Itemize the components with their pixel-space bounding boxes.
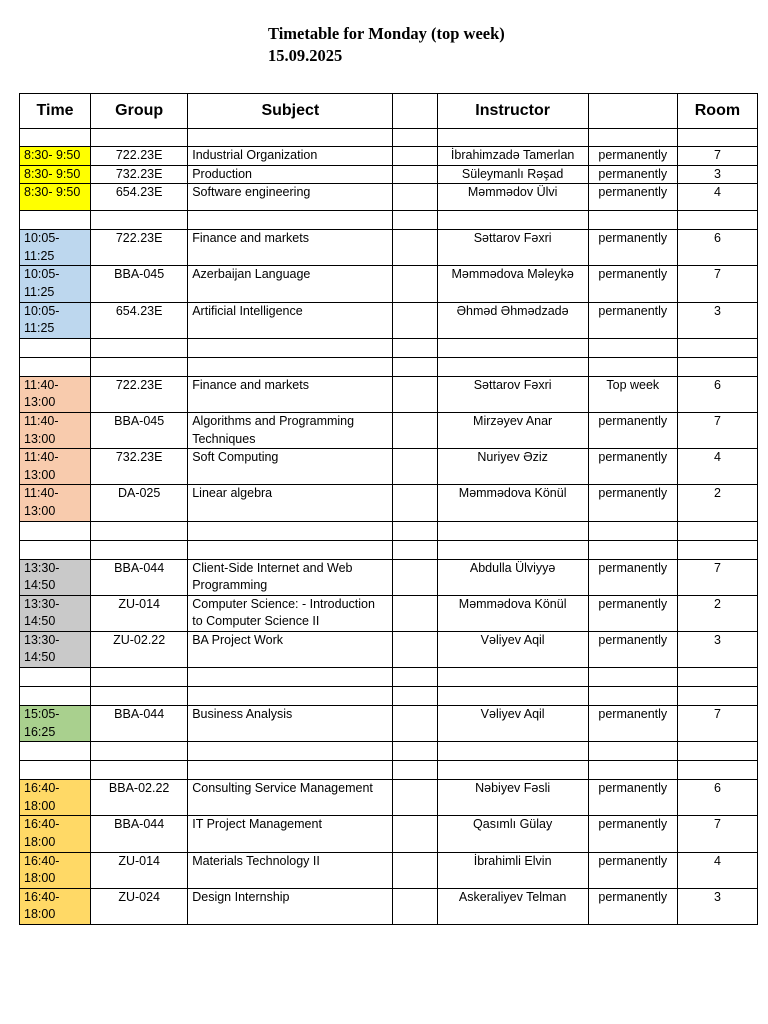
table-row bbox=[20, 631, 758, 667]
room-cell: 7 bbox=[677, 266, 757, 302]
header-group: Group bbox=[91, 94, 188, 129]
room-cell: 4 bbox=[677, 184, 757, 211]
time-cell: 8:30- 9:50 bbox=[20, 184, 91, 211]
group-cell: BBA-045 bbox=[91, 412, 188, 448]
instructor-cell: Səttarov Fəxri bbox=[437, 376, 588, 412]
group-cell: BBA-044 bbox=[91, 816, 188, 852]
group-cell: ZU-02.22 bbox=[91, 631, 188, 667]
room-cell: 3 bbox=[677, 302, 757, 338]
subject-cell: Algorithms and Programming Techniques bbox=[188, 412, 393, 448]
title-date: 15.09.2025 bbox=[268, 46, 343, 65]
room-cell: 6 bbox=[677, 376, 757, 412]
instructor-cell: Vəliyev Aqil bbox=[437, 706, 588, 742]
blank-cell bbox=[393, 816, 437, 852]
table-row bbox=[20, 230, 758, 266]
room-cell: 7 bbox=[677, 147, 757, 166]
table-row bbox=[20, 888, 758, 924]
blank-cell bbox=[393, 852, 437, 888]
table-row bbox=[20, 302, 758, 338]
status-cell: Top week bbox=[588, 376, 677, 412]
blank-cell bbox=[393, 376, 437, 412]
spacer-row bbox=[20, 742, 758, 761]
table-row bbox=[20, 449, 758, 485]
spacer-row bbox=[20, 357, 758, 376]
subject-cell: Artificial Intelligence bbox=[188, 302, 393, 338]
status-cell: permanently bbox=[588, 412, 677, 448]
group-cell: BBA-044 bbox=[91, 706, 188, 742]
room-cell: 3 bbox=[677, 165, 757, 184]
subject-cell: Consulting Service Management bbox=[188, 780, 393, 816]
table-row bbox=[20, 376, 758, 412]
group-cell: BBA-02.22 bbox=[91, 780, 188, 816]
room-cell: 4 bbox=[677, 449, 757, 485]
time-cell: 11:40- 13:00 bbox=[20, 485, 91, 521]
blank-cell bbox=[393, 888, 437, 924]
subject-cell: Soft Computing bbox=[188, 449, 393, 485]
subject-cell: Computer Science: - Introduction to Computer Science II bbox=[188, 595, 393, 631]
table-row bbox=[20, 559, 758, 595]
status-cell: permanently bbox=[588, 184, 677, 211]
room-cell: 7 bbox=[677, 706, 757, 742]
status-cell: permanently bbox=[588, 706, 677, 742]
blank-cell bbox=[393, 449, 437, 485]
subject-cell: Design Internship bbox=[188, 888, 393, 924]
table-row bbox=[20, 266, 758, 302]
blank-cell bbox=[393, 302, 437, 338]
table-row bbox=[20, 184, 758, 211]
time-cell: 16:40- 18:00 bbox=[20, 888, 91, 924]
group-cell: DA-025 bbox=[91, 485, 188, 521]
header-time: Time bbox=[20, 94, 91, 129]
instructor-cell: Qasımlı Gülay bbox=[437, 816, 588, 852]
header-room: Room bbox=[677, 94, 757, 129]
time-cell: 10:05- 11:25 bbox=[20, 230, 91, 266]
status-cell: permanently bbox=[588, 449, 677, 485]
blank-cell bbox=[393, 266, 437, 302]
subject-cell: Client-Side Internet and Web Programming bbox=[188, 559, 393, 595]
time-cell: 13:30- 14:50 bbox=[20, 595, 91, 631]
status-cell: permanently bbox=[588, 485, 677, 521]
group-cell: BBA-044 bbox=[91, 559, 188, 595]
group-cell: ZU-014 bbox=[91, 852, 188, 888]
table-row bbox=[20, 706, 758, 742]
spacer-row bbox=[20, 761, 758, 780]
blank-cell bbox=[393, 147, 437, 166]
instructor-cell: Nuriyev Əziz bbox=[437, 449, 588, 485]
instructor-cell: Vəliyev Aqil bbox=[437, 631, 588, 667]
time-cell: 8:30- 9:50 bbox=[20, 147, 91, 166]
instructor-cell: Məmmədova Könül bbox=[437, 485, 588, 521]
table-row bbox=[20, 485, 758, 521]
spacer-row bbox=[20, 338, 758, 357]
table-row bbox=[20, 780, 758, 816]
spacer-row bbox=[20, 211, 758, 230]
instructor-cell: İbrahimzadə Tamerlan bbox=[437, 147, 588, 166]
status-cell: permanently bbox=[588, 559, 677, 595]
instructor-cell: Süleymanlı Rəşad bbox=[437, 165, 588, 184]
room-cell: 7 bbox=[677, 559, 757, 595]
group-cell: 732.23E bbox=[91, 165, 188, 184]
table-row bbox=[20, 412, 758, 448]
room-cell: 3 bbox=[677, 888, 757, 924]
subject-cell: Azerbaijan Language bbox=[188, 266, 393, 302]
table-row bbox=[20, 147, 758, 166]
group-cell: 722.23E bbox=[91, 230, 188, 266]
subject-cell: Materials Technology II bbox=[188, 852, 393, 888]
instructor-cell: Əhməd Əhmədzadə bbox=[437, 302, 588, 338]
header-row bbox=[20, 94, 758, 129]
status-cell: permanently bbox=[588, 266, 677, 302]
status-cell: permanently bbox=[588, 147, 677, 166]
title-line: Timetable for Monday (top week) bbox=[268, 24, 505, 43]
instructor-cell: Askeraliyev Telman bbox=[437, 888, 588, 924]
time-cell: 16:40- 18:00 bbox=[20, 816, 91, 852]
header-subject: Subject bbox=[188, 94, 393, 129]
room-cell: 7 bbox=[677, 412, 757, 448]
time-cell: 13:30- 14:50 bbox=[20, 559, 91, 595]
group-cell: 732.23E bbox=[91, 449, 188, 485]
status-cell: permanently bbox=[588, 631, 677, 667]
subject-cell: IT Project Management bbox=[188, 816, 393, 852]
time-cell: 15:05- 16:25 bbox=[20, 706, 91, 742]
room-cell: 2 bbox=[677, 595, 757, 631]
instructor-cell: Abdulla Ülviyyə bbox=[437, 559, 588, 595]
time-cell: 16:40- 18:00 bbox=[20, 780, 91, 816]
status-cell: permanently bbox=[588, 302, 677, 338]
status-cell: permanently bbox=[588, 852, 677, 888]
header-blank bbox=[393, 94, 437, 129]
page-title bbox=[268, 23, 505, 67]
subject-cell: Linear algebra bbox=[188, 485, 393, 521]
group-cell: ZU-014 bbox=[91, 595, 188, 631]
instructor-cell: Məmmədov Ülvi bbox=[437, 184, 588, 211]
subject-cell: Business Analysis bbox=[188, 706, 393, 742]
status-cell: permanently bbox=[588, 165, 677, 184]
subject-cell: Software engineering bbox=[188, 184, 393, 211]
blank-cell bbox=[393, 184, 437, 211]
timetable bbox=[19, 93, 758, 925]
time-cell: 16:40- 18:00 bbox=[20, 852, 91, 888]
group-cell: ZU-024 bbox=[91, 888, 188, 924]
group-cell: 722.23E bbox=[91, 147, 188, 166]
spacer-row bbox=[20, 668, 758, 687]
blank-cell bbox=[393, 559, 437, 595]
room-cell: 3 bbox=[677, 631, 757, 667]
status-cell: permanently bbox=[588, 780, 677, 816]
table-row bbox=[20, 852, 758, 888]
subject-cell: BA Project Work bbox=[188, 631, 393, 667]
room-cell: 6 bbox=[677, 780, 757, 816]
time-cell: 11:40- 13:00 bbox=[20, 449, 91, 485]
instructor-cell: Səttarov Fəxri bbox=[437, 230, 588, 266]
blank-cell bbox=[393, 631, 437, 667]
time-cell: 10:05- 11:25 bbox=[20, 302, 91, 338]
header-instructor: Instructor bbox=[437, 94, 588, 129]
subject-cell: Finance and markets bbox=[188, 230, 393, 266]
spacer-row bbox=[20, 540, 758, 559]
spacer-row bbox=[20, 129, 758, 147]
room-cell: 7 bbox=[677, 816, 757, 852]
time-cell: 8:30- 9:50 bbox=[20, 165, 91, 184]
table-row bbox=[20, 165, 758, 184]
blank-cell bbox=[393, 706, 437, 742]
group-cell: 654.23E bbox=[91, 302, 188, 338]
status-cell: permanently bbox=[588, 230, 677, 266]
status-cell: permanently bbox=[588, 816, 677, 852]
room-cell: 4 bbox=[677, 852, 757, 888]
instructor-cell: Məmmədova Könül bbox=[437, 595, 588, 631]
header-blank bbox=[588, 94, 677, 129]
blank-cell bbox=[393, 595, 437, 631]
blank-cell bbox=[393, 485, 437, 521]
instructor-cell: Mirzəyev Anar bbox=[437, 412, 588, 448]
room-cell: 2 bbox=[677, 485, 757, 521]
blank-cell bbox=[393, 230, 437, 266]
group-cell: 654.23E bbox=[91, 184, 188, 211]
table-row bbox=[20, 816, 758, 852]
subject-cell: Finance and markets bbox=[188, 376, 393, 412]
instructor-cell: Məmmədova Məleykə bbox=[437, 266, 588, 302]
time-cell: 11:40- 13:00 bbox=[20, 376, 91, 412]
status-cell: permanently bbox=[588, 888, 677, 924]
time-cell: 10:05- 11:25 bbox=[20, 266, 91, 302]
blank-cell bbox=[393, 412, 437, 448]
room-cell: 6 bbox=[677, 230, 757, 266]
subject-cell: Industrial Organization bbox=[188, 147, 393, 166]
time-cell: 11:40- 13:00 bbox=[20, 412, 91, 448]
status-cell: permanently bbox=[588, 595, 677, 631]
blank-cell bbox=[393, 780, 437, 816]
spacer-row bbox=[20, 687, 758, 706]
blank-cell bbox=[393, 165, 437, 184]
subject-cell: Production bbox=[188, 165, 393, 184]
time-cell: 13:30- 14:50 bbox=[20, 631, 91, 667]
instructor-cell: Nəbiyev Fəsli bbox=[437, 780, 588, 816]
spacer-row bbox=[20, 521, 758, 540]
group-cell: 722.23E bbox=[91, 376, 188, 412]
group-cell: BBA-045 bbox=[91, 266, 188, 302]
instructor-cell: İbrahimli Elvin bbox=[437, 852, 588, 888]
table-row bbox=[20, 595, 758, 631]
